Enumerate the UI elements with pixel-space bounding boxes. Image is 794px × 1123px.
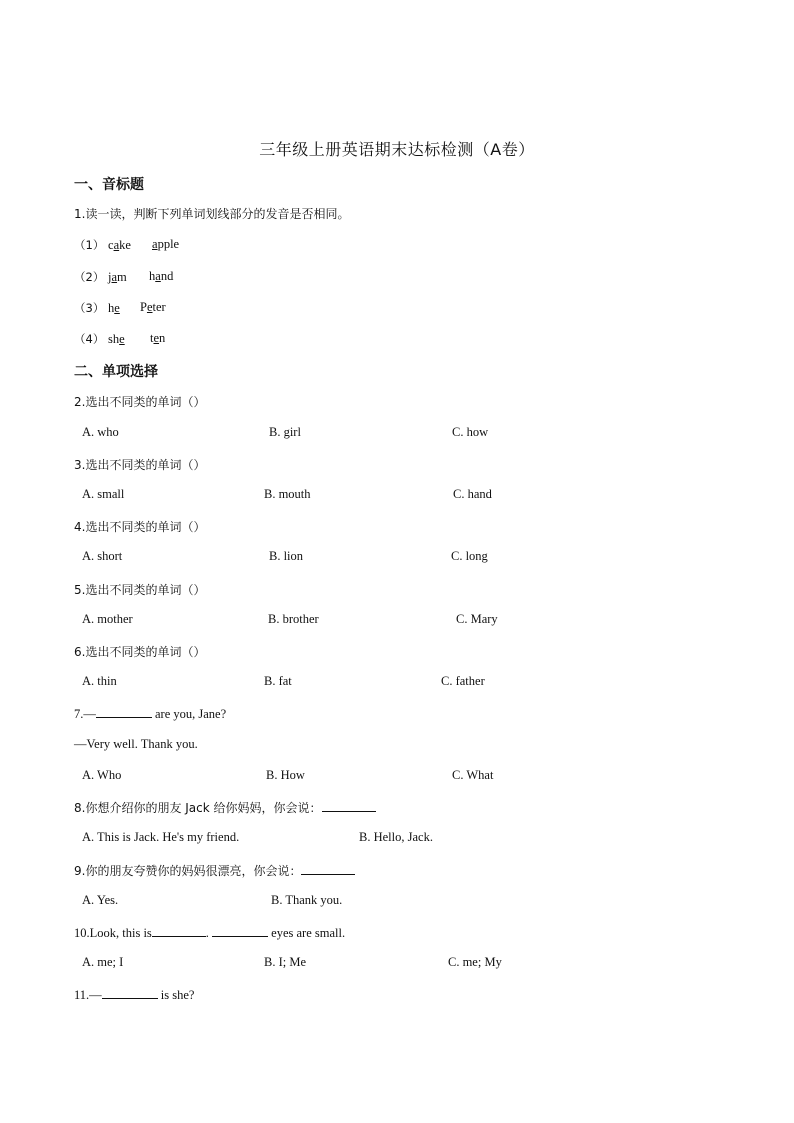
option-c[interactable]: C. long bbox=[451, 549, 488, 563]
option-b[interactable]: B. Hello, Jack. bbox=[359, 830, 433, 844]
answer-blank[interactable] bbox=[322, 799, 376, 812]
answer-blank[interactable] bbox=[152, 924, 206, 937]
option-a[interactable]: A. who bbox=[82, 425, 119, 439]
answer-blank[interactable] bbox=[212, 924, 268, 937]
option-b[interactable]: B. girl bbox=[269, 425, 301, 439]
answer-blank[interactable] bbox=[301, 862, 355, 875]
option-c[interactable]: C. What bbox=[452, 768, 494, 782]
question-9-stem: 9.你的朋友夸赞你的妈妈很漂亮，你会说： bbox=[74, 862, 355, 879]
option-c[interactable]: C. me; My bbox=[448, 955, 502, 969]
option-c[interactable]: C. father bbox=[441, 674, 485, 688]
question-4-stem: 4.选出不同类的单词（） bbox=[74, 520, 206, 534]
option-a[interactable]: A. me; I bbox=[82, 955, 124, 969]
question-8-stem: 8.你想介绍你的朋友 Jack 给你妈妈，你会说： bbox=[74, 799, 376, 816]
option-c[interactable]: C. Mary bbox=[456, 612, 498, 626]
question-5-stem: 5.选出不同类的单词（） bbox=[74, 583, 206, 597]
answer-blank[interactable] bbox=[102, 986, 158, 999]
option-b[interactable]: B. I; Me bbox=[264, 955, 307, 969]
option-b[interactable]: B. fat bbox=[264, 674, 292, 688]
phonics-item: （2） jam hand bbox=[74, 269, 174, 284]
option-a[interactable]: A. thin bbox=[82, 674, 117, 688]
question-7-reply: —Very well. Thank you. bbox=[74, 737, 198, 751]
question-6-stem: 6.选出不同类的单词（） bbox=[74, 645, 206, 659]
question-11-stem: 11.— is she? bbox=[74, 988, 195, 1002]
section-heading-multiple-choice: 二、单项选择 bbox=[74, 364, 158, 380]
phonics-item: （3） he Peter bbox=[74, 300, 166, 315]
section-heading-phonics: 一、音标题 bbox=[74, 177, 144, 193]
question-1-stem: 1.读一读，判断下列单词划线部分的发音是否相同。 bbox=[74, 207, 350, 221]
answer-blank[interactable] bbox=[96, 705, 152, 718]
option-b[interactable]: B. mouth bbox=[264, 487, 311, 501]
option-a[interactable]: A. Who bbox=[82, 768, 122, 782]
option-b[interactable]: B. How bbox=[266, 768, 305, 782]
option-c[interactable]: C. how bbox=[452, 425, 489, 439]
option-c[interactable]: C. hand bbox=[453, 487, 492, 501]
phonics-item: （1） cake apple bbox=[74, 237, 180, 252]
option-a[interactable]: A. short bbox=[82, 549, 123, 563]
option-a[interactable]: A. This is Jack. He's my friend. bbox=[82, 830, 240, 844]
option-b[interactable]: B. Thank you. bbox=[271, 893, 343, 907]
option-a[interactable]: A. Yes. bbox=[82, 893, 119, 907]
question-2-stem: 2.选出不同类的单词（） bbox=[74, 395, 206, 409]
question-7-stem: 7.— are you, Jane? bbox=[74, 707, 227, 721]
question-10-stem: 10.Look, this is . eyes are small. bbox=[74, 926, 346, 940]
option-b[interactable]: B. brother bbox=[268, 612, 319, 626]
phonics-item: （4） she ten bbox=[74, 331, 166, 346]
option-b[interactable]: B. lion bbox=[269, 549, 304, 563]
option-a[interactable]: A. mother bbox=[82, 612, 133, 626]
question-3-stem: 3.选出不同类的单词（） bbox=[74, 458, 206, 472]
option-a[interactable]: A. small bbox=[82, 487, 125, 501]
page-title: 三年级上册英语期末达标检测（A卷） bbox=[259, 140, 535, 159]
